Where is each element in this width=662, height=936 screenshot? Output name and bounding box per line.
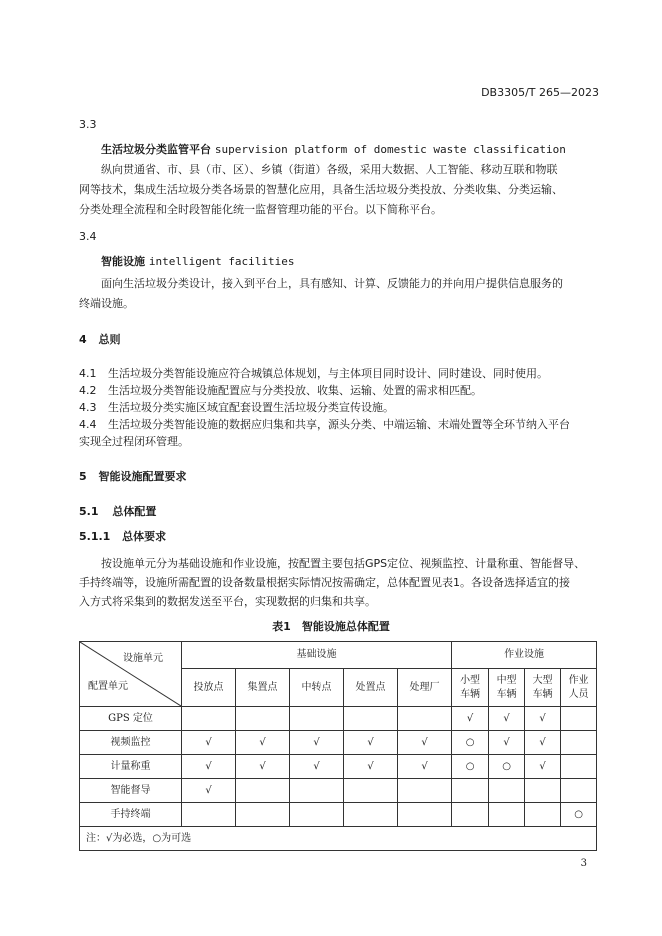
section-5-title: 智能设施配置要求 bbox=[98, 470, 187, 483]
table-cell bbox=[561, 707, 597, 731]
clause-4-3-number: 4.3 bbox=[79, 401, 97, 414]
section-5-1-1-title: 总体要求 bbox=[122, 530, 167, 543]
table-cell: ○ bbox=[561, 803, 597, 827]
row-label: 手持终端 bbox=[80, 803, 182, 827]
section-5-heading bbox=[79, 468, 187, 484]
table-cell: √ bbox=[236, 755, 290, 779]
table-cell bbox=[344, 803, 398, 827]
table-cell bbox=[398, 803, 452, 827]
clause-4-2-text: 生活垃圾分类智能设施配置应与分类投放、收集、运输、处置的需求相匹配。 bbox=[108, 384, 482, 397]
table-cell: √ bbox=[236, 731, 290, 755]
row-label: 智能督导 bbox=[80, 779, 182, 803]
section-4-number: 4 bbox=[79, 333, 87, 346]
term-3-3-line-3: 分类处理全流程和全时段智能化统一监督管理功能的平台。以下简称平台。 bbox=[79, 203, 442, 216]
column-header: 集置点 bbox=[236, 669, 290, 707]
table-cell: √ bbox=[452, 707, 489, 731]
page-number: 3 bbox=[580, 858, 587, 869]
table-cell bbox=[344, 707, 398, 731]
term-3-3-title bbox=[101, 141, 566, 157]
table-cell bbox=[561, 731, 597, 755]
table-cell bbox=[236, 707, 290, 731]
term-3-3-line-1: 纵向贯通省、市、县（市、区）、乡镇（街道）各级，采用大数据、人工智能、移动互联和物联 bbox=[101, 163, 558, 176]
clause-4-4-continued: 实现全过程闭环管理。 bbox=[79, 435, 189, 448]
section-5-1-number: 5.1 bbox=[79, 505, 99, 518]
table-cell bbox=[489, 803, 525, 827]
table-cell: √ bbox=[344, 755, 398, 779]
table-cell: √ bbox=[182, 731, 236, 755]
table-cell bbox=[398, 779, 452, 803]
clause-3-3-number: 3.3 bbox=[79, 118, 97, 131]
term-3-3-en: supervision platform of domestic waste classification bbox=[214, 143, 566, 156]
table-row bbox=[80, 803, 597, 827]
table-cell: √ bbox=[344, 731, 398, 755]
row-label: GPS 定位 bbox=[80, 707, 182, 731]
table-row bbox=[80, 779, 597, 803]
table-cell: √ bbox=[290, 755, 344, 779]
section-5-1-1-line-1: 按设施单元分为基础设施和作业设施，按配置主要包括GPS定位、视频监控、计量称重、智能督导、 bbox=[101, 557, 586, 570]
table-cell bbox=[489, 779, 525, 803]
table-row bbox=[80, 755, 597, 779]
table-cell bbox=[182, 803, 236, 827]
section-5-1-title: 总体配置 bbox=[112, 505, 157, 518]
term-3-4-line-1: 面向生活垃圾分类设计，接入到平台上，具有感知、计算、反馈能力的并向用户提供信息服务的 bbox=[101, 277, 563, 290]
table-cell: √ bbox=[290, 731, 344, 755]
table-cell: √ bbox=[525, 707, 561, 731]
document-id: DB3305/T 265—2023 bbox=[481, 86, 599, 99]
table-cell: √ bbox=[525, 755, 561, 779]
table-cell bbox=[525, 779, 561, 803]
section-5-1-1-line-3: 入方式将采集到的数据发送至平台，实现数据的归集和共享。 bbox=[79, 595, 376, 608]
term-3-3-cn: 生活垃圾分类监管平台 bbox=[101, 143, 211, 156]
table-cell bbox=[452, 779, 489, 803]
section-4-title: 总则 bbox=[98, 333, 121, 346]
clause-4-4-number: 4.4 bbox=[79, 418, 97, 431]
corner-top-label: 设施单元 bbox=[123, 653, 163, 664]
table-cell bbox=[525, 803, 561, 827]
column-header: 中转点 bbox=[290, 669, 344, 707]
table-cell: √ bbox=[182, 755, 236, 779]
table-cell bbox=[561, 779, 597, 803]
table-cell bbox=[452, 803, 489, 827]
column-header: 中型 车辆 bbox=[489, 669, 525, 707]
table-1-caption: 表1 智能设施总体配置 bbox=[272, 620, 390, 633]
table-1 bbox=[79, 641, 597, 851]
table-cell: √ bbox=[398, 731, 452, 755]
table-cell: √ bbox=[489, 731, 525, 755]
column-header: 小型 车辆 bbox=[452, 669, 489, 707]
table-cell bbox=[290, 779, 344, 803]
column-header: 大型 车辆 bbox=[525, 669, 561, 707]
table-cell bbox=[290, 803, 344, 827]
table-cell bbox=[398, 707, 452, 731]
table-cell bbox=[561, 755, 597, 779]
table-cell bbox=[236, 803, 290, 827]
term-3-4-title bbox=[101, 253, 295, 269]
clause-4-1-number: 4.1 bbox=[79, 367, 97, 380]
section-5-1-1-number: 5.1.1 bbox=[79, 530, 111, 543]
table-cell: √ bbox=[398, 755, 452, 779]
row-label: 视频监控 bbox=[80, 731, 182, 755]
table-cell bbox=[236, 779, 290, 803]
column-header: 处理厂 bbox=[398, 669, 452, 707]
table-corner-cell bbox=[80, 642, 182, 707]
section-5-1-heading bbox=[79, 503, 156, 519]
table-row bbox=[80, 731, 597, 755]
table-cell: ○ bbox=[452, 755, 489, 779]
table-cell bbox=[344, 779, 398, 803]
term-3-4-cn: 智能设施 bbox=[101, 255, 145, 268]
group-basic-header: 基础设施 bbox=[182, 642, 452, 669]
clause-4-3-text: 生活垃圾分类实施区域宜配套设置生活垃圾分类宣传设施。 bbox=[108, 401, 394, 414]
section-5-1-1-line-2: 手持终端等，设施所需配置的设备数量根据实际情况按需确定，总体配置见表1。各设备选择适宜的接 bbox=[79, 576, 570, 589]
table-header-row-1 bbox=[80, 642, 597, 669]
table-body bbox=[80, 707, 597, 827]
table-cell bbox=[182, 707, 236, 731]
table-cell bbox=[290, 707, 344, 731]
corner-bottom-label: 配置单元 bbox=[88, 681, 128, 692]
column-header: 作业 人员 bbox=[561, 669, 597, 707]
table-cell: √ bbox=[182, 779, 236, 803]
table-cell: √ bbox=[525, 731, 561, 755]
table-note: 注：√为必选，○为可选 bbox=[80, 827, 597, 851]
clause-4-1-text: 生活垃圾分类智能设施应符合城镇总体规划，与主体项目同时设计、同时建设、同时使用。 bbox=[108, 367, 548, 380]
table-row bbox=[80, 707, 597, 731]
clause-4-4-text: 生活垃圾分类智能设施的数据应归集和共享，源头分类、中端运输、末端处置等全环节纳入平台 bbox=[108, 418, 570, 431]
term-3-4-en: intelligent facilities bbox=[148, 255, 295, 268]
column-header: 处置点 bbox=[344, 669, 398, 707]
row-label: 计量称重 bbox=[80, 755, 182, 779]
term-3-4-line-2: 终端设施。 bbox=[79, 297, 134, 310]
section-4-heading bbox=[79, 331, 121, 347]
clause-3-4-number: 3.4 bbox=[79, 230, 97, 243]
section-5-1-1-heading bbox=[79, 528, 166, 544]
group-work-header: 作业设施 bbox=[452, 642, 597, 669]
table-cell: ○ bbox=[489, 755, 525, 779]
section-5-number: 5 bbox=[79, 470, 87, 483]
column-header: 投放点 bbox=[182, 669, 236, 707]
clause-4-2-number: 4.2 bbox=[79, 384, 97, 397]
term-3-3-line-2: 网等技术，集成生活垃圾分类各场景的智慧化应用，具备生活垃圾分类投放、分类收集、分类运输、 bbox=[79, 183, 563, 196]
table-cell: ○ bbox=[452, 731, 489, 755]
table-note-row bbox=[80, 827, 597, 851]
table-cell: √ bbox=[489, 707, 525, 731]
